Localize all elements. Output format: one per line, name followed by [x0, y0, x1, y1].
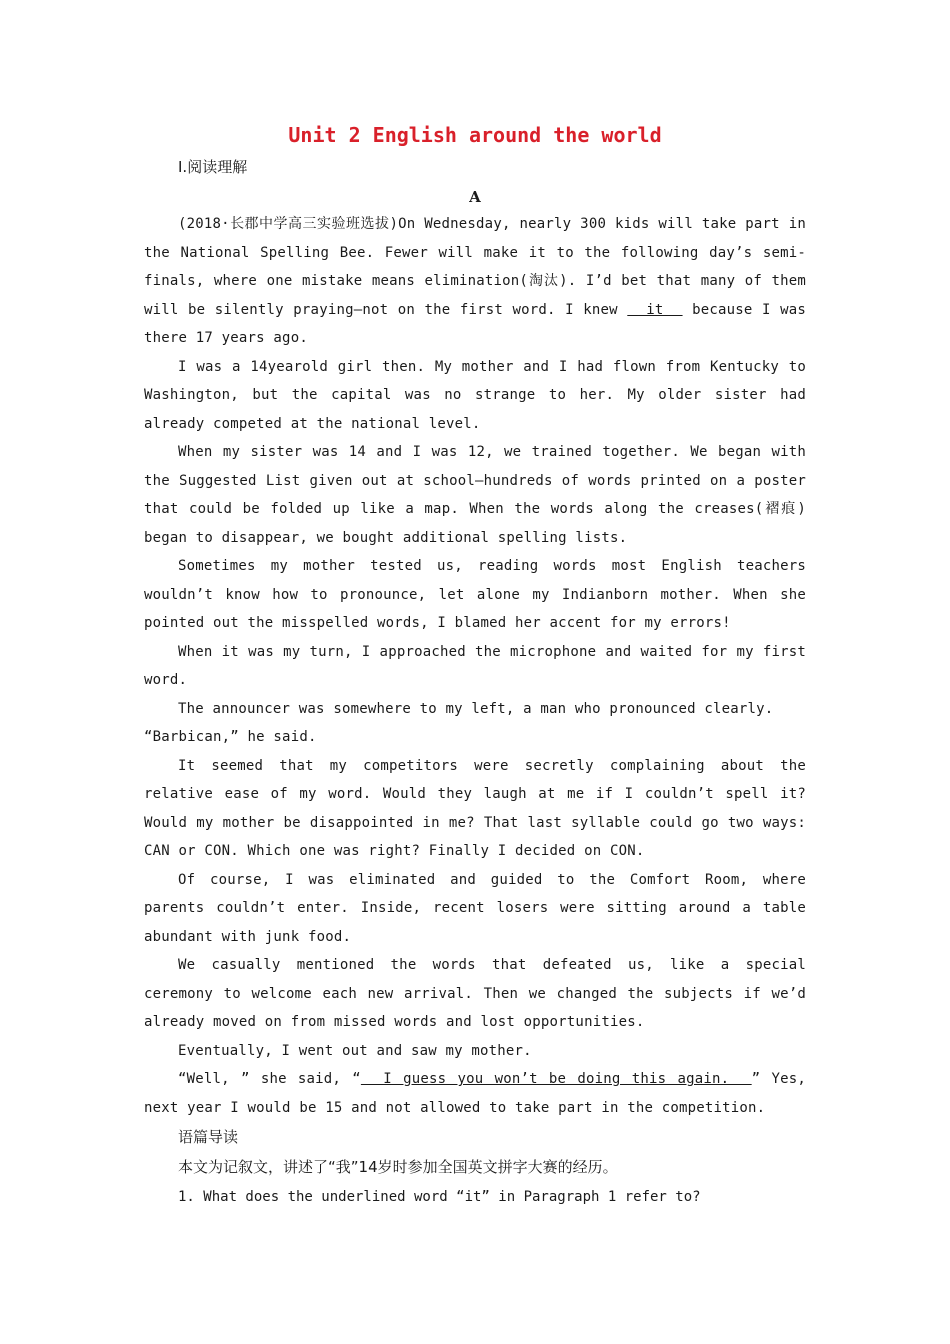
- passage-label: A: [469, 188, 481, 206]
- paragraph-1-text-before: (2018·长郡中学高三实验班选拔)On Wednesday, nearly 300 kids will take part in the National Spelling Bee. Fewer will make it to the following day’s semi-finals, where one mistake means elimination(淘汰). I’d bet that many of them will be silently praying—not on the first word. I knew: [144, 216, 806, 318]
- paragraph-1: [144, 210, 806, 353]
- paragraph-11-text-before: “Well, ” she said, “: [178, 1071, 361, 1087]
- guide-text: 本文为记叙文，讲述了“我”14岁时参加全国英文拼字大赛的经历。: [178, 1158, 618, 1176]
- paragraph-4: Sometimes my mother tested us, reading words most English teachers wouldn’t know how to pronounce, let alone my Indianborn mother. When she pointed out the misspelled words, I blamed her accent for my errors!: [144, 558, 806, 631]
- paragraph-5: When it was my turn, I approached the microphone and waited for my first word.: [144, 643, 806, 688]
- paragraph-3: When my sister was 14 and I was 12, we trained together. We began with the Suggested List given out at school—hundreds of words printed on a poster that could be folded up like a map. When the words along the creases(褶痕) began to disappear, we bought additional spelling lists.: [144, 444, 806, 546]
- underlined-word-it: it: [627, 301, 683, 318]
- paragraph-9: We casually mentioned the words that defeated us, like a special ceremony to welcome each new arrival. Then we changed the subjects if we’d already moved on from missed words and lost opportunities.: [144, 957, 806, 1030]
- section-heading: Ⅰ.阅读理解: [178, 158, 248, 176]
- unit-title: Unit 2 English around the world: [288, 123, 662, 147]
- question-1: 1. What does the underlined word “it” in Paragraph 1 refer to?: [178, 1189, 701, 1205]
- paragraph-1-text-after: because I was there 17 years ago.: [144, 301, 806, 346]
- paragraph-6-quote: “Barbican,” he said.: [144, 729, 317, 745]
- paragraph-7: It seemed that my competitors were secretly complaining about the relative ease of my word. Would they laugh at me if I couldn’t spell it? Would my mother be disappointed in me? That last syllable could go two ways: CAN or CON. Which one was right? Finally I decided on CON.: [144, 757, 806, 859]
- paragraph-2: I was a 14yearold girl then. My mother and I had flown from Kentucky to Washington, but the capital was no strange to her. My older sister had already competed at the national level.: [144, 358, 806, 432]
- paragraph-10: Eventually, I went out and saw my mother.: [178, 1042, 532, 1059]
- paragraph-6: The announcer was somewhere to my left, a man who pronounced clearly.: [178, 700, 774, 717]
- guide-heading: 语篇导读: [178, 1128, 239, 1146]
- underlined-sentence: I guess you won’t be doing this again.: [360, 1071, 752, 1087]
- paragraph-11-text-after: ” Yes, next year I would be 15 and not allowed to take part in the competition.: [144, 1071, 807, 1116]
- paragraph-11: [144, 1065, 806, 1122]
- paragraph-8: Of course, I was eliminated and guided to the Comfort Room, where parents couldn’t enter. Inside, recent losers were sitting around a table abundant with junk food.: [144, 871, 806, 945]
- document-page: [144, 120, 806, 1212]
